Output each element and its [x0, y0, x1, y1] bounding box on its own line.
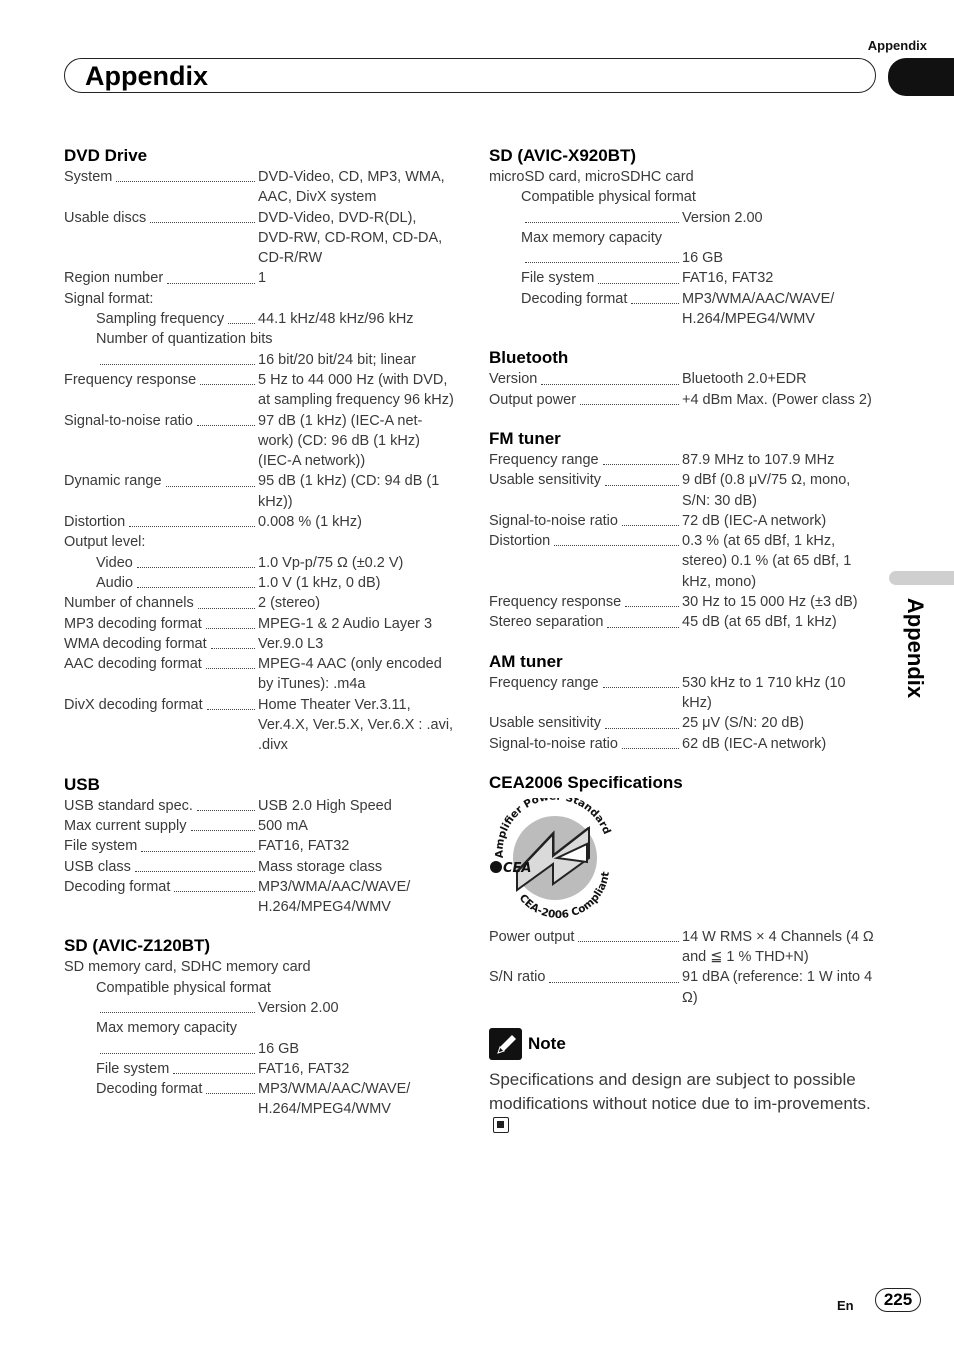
spec-label: [489, 369, 682, 389]
spec-value: 16 bit/20 bit/24 bit; linear: [258, 351, 416, 368]
leader-dots: [191, 830, 256, 831]
spec-label: [64, 877, 258, 897]
spec-value: 2 (stereo): [258, 595, 321, 612]
spec-label: [64, 471, 258, 491]
spec-value: Bluetooth 2.0+EDR: [682, 371, 807, 388]
pencil-note-icon: [489, 1028, 522, 1060]
spec-value: 16 GB: [258, 1040, 300, 1057]
leader-dots: [631, 303, 679, 304]
spec-label: [64, 208, 258, 228]
section-bt: [489, 346, 879, 410]
spec-row: [64, 573, 454, 593]
spec-label: [64, 836, 258, 856]
spec-label: [64, 1079, 258, 1099]
cea2006-compliant-logo: [489, 798, 619, 918]
spec-value: DVD-Video, CD, MP3, WMA, AAC, DivX system: [258, 169, 445, 206]
leader-dots: [622, 748, 679, 749]
spec-label: [489, 390, 682, 410]
spec-row: [64, 1079, 454, 1120]
spec-label-text: Frequency response: [64, 371, 197, 388]
spec-row: [64, 998, 454, 1018]
spec-label: [64, 268, 258, 288]
spec-row: [64, 268, 454, 288]
spec-label-text: AAC decoding format: [64, 656, 202, 673]
spec-label: [64, 167, 258, 187]
spec-value: 62 dB (IEC-A network): [682, 735, 827, 752]
leader-dots: [197, 810, 255, 811]
spec-row: [489, 927, 879, 968]
note-label: Note: [528, 1034, 566, 1054]
spec-row: [489, 531, 879, 592]
spec-value: MP3/WMA/AAC/WAVE/ H.264/MPEG4/WMV: [258, 878, 411, 916]
spec-label-text: Frequency range: [489, 674, 599, 691]
spec-text: Output level:: [64, 534, 146, 551]
spec-value: 0.008 % (1 kHz): [258, 514, 362, 531]
spec-row: [64, 1039, 454, 1059]
right-column: [489, 144, 879, 1139]
spec-value: 1.0 V (1 kHz, 0 dB): [258, 574, 381, 591]
spec-label-text: Decoding format: [521, 290, 628, 307]
leader-dots: [578, 941, 679, 942]
spec-label: [489, 450, 682, 470]
spec-row: [489, 390, 879, 410]
spec-value: MPEG-4 AAC (only encoded by iTunes): .m4a: [258, 656, 442, 693]
spec-label: [64, 857, 258, 877]
spec-label: [64, 796, 258, 816]
leader-dots: [100, 364, 255, 365]
leader-dots: [206, 668, 255, 669]
note-body: [489, 1068, 879, 1139]
spec-label-text: Frequency response: [489, 594, 622, 611]
spec-value: Version 2.00: [258, 999, 339, 1016]
spec-label: [489, 713, 682, 733]
spec-label: [64, 654, 258, 674]
side-section-label: Appendix: [903, 597, 928, 699]
spec-value: 91 dBA (reference: 1 W into 4 Ω): [682, 969, 873, 1006]
footer-language: En: [837, 1298, 854, 1313]
spec-label: [489, 967, 682, 987]
leader-dots: [211, 648, 255, 649]
section-dvd: [64, 144, 454, 756]
spec-label: [489, 268, 682, 288]
section-heading: SD (AVIC-Z120BT): [64, 936, 211, 956]
spec-value: 1.0 Vp-p/75 Ω (±0.2 V): [258, 554, 404, 571]
spec-label-text: Number of channels: [64, 595, 194, 612]
spec-label: [489, 734, 682, 754]
spec-label-text: Output power: [489, 391, 577, 408]
section-sdx: [489, 144, 879, 329]
spec-row: [489, 369, 879, 389]
spec-label-text: Usable discs: [64, 209, 147, 226]
spec-label-text: MP3 decoding format: [64, 615, 202, 632]
spec-row: [64, 634, 454, 654]
spec-label-text: File system: [64, 838, 138, 855]
spec-label-text: Stereo separation: [489, 614, 604, 631]
leader-dots: [603, 687, 679, 688]
spec-label-text: Usable sensitivity: [489, 472, 602, 489]
spec-value: DVD-Video, DVD-R(DL), DVD-RW, CD-ROM, CD-DA, CD-R/RW: [258, 209, 443, 267]
logo-text-top: Amplifier Po Standard: [493, 797, 613, 859]
spec-text: Max memory capacity: [521, 229, 663, 246]
section-fm: [489, 427, 879, 633]
side-tab-marker: [889, 571, 954, 585]
spec-value: USB 2.0 High Speed: [258, 797, 392, 814]
leader-dots: [207, 709, 255, 710]
leader-dots: [173, 1073, 255, 1074]
logo-text-bottom: CEA-2006 Compliant: [516, 870, 612, 918]
spec-row: [489, 592, 879, 612]
note-header: [489, 1028, 879, 1060]
spec-value: 5 Hz to 44 000 Hz (with DVD, at sampling frequency 96 kHz): [258, 371, 454, 409]
spec-label: [64, 553, 258, 573]
spec-row: [489, 289, 879, 330]
section-heading: SD (AVIC-X920BT): [489, 146, 637, 165]
spec-label: [64, 816, 258, 836]
spec-label: [489, 470, 682, 490]
leader-dots: [206, 628, 255, 629]
spec-row: [64, 816, 454, 836]
section-heading: CEA2006 Specifications: [489, 772, 683, 792]
spec-label-text: Frequency range: [489, 451, 599, 468]
leader-dots: [141, 851, 255, 852]
spec-value: FAT16, FAT32: [258, 838, 350, 855]
leader-dots: [228, 323, 255, 324]
spec-value: 87.9 MHz to 107.9 MHz: [682, 451, 835, 468]
spec-label: [489, 592, 682, 612]
spec-value: FAT16, FAT32: [258, 1060, 350, 1077]
spec-value: 44.1 kHz/48 kHz/96 kHz: [258, 311, 414, 328]
section-heading: FM tuner: [489, 428, 561, 448]
spec-label: [489, 289, 682, 309]
spec-row: [64, 836, 454, 856]
spec-label-text: Decoding format: [96, 1081, 203, 1098]
section-heading: USB: [64, 774, 100, 794]
end-of-section-icon: [493, 1117, 509, 1133]
spec-label: [489, 248, 682, 268]
spec-label-text: Audio: [96, 574, 134, 591]
spec-label: [64, 512, 258, 532]
spec-label-text: DivX decoding format: [64, 696, 203, 713]
spec-label-text: Max current supply: [64, 817, 187, 834]
spec-row: [64, 309, 454, 329]
title-bar: [64, 58, 876, 93]
spec-label-text: WMA decoding format: [64, 635, 207, 652]
leader-dots: [605, 728, 679, 729]
spec-value: 530 kHz to 1 710 kHz (10 kHz): [682, 674, 846, 711]
spec-label: [489, 208, 682, 228]
leader-dots: [174, 891, 255, 892]
spec-row: [489, 450, 879, 470]
spec-value: 0.3 % (at 65 dBf, 1 kHz, stereo) 0.1 % (at 65 dBf, 1 kHz, mono): [682, 533, 852, 590]
spec-value: Mass storage class: [258, 858, 383, 875]
leader-dots: [206, 1093, 255, 1094]
spec-row: [64, 1059, 454, 1079]
spec-row: [64, 512, 454, 532]
spec-label-text: Region number: [64, 270, 164, 287]
spec-row: [64, 208, 454, 269]
spec-value: 45 dB (at 65 dBf, 1 kHz): [682, 614, 837, 631]
leader-dots: [549, 982, 679, 983]
spec-label-text: Distortion: [64, 514, 126, 531]
leader-dots: [603, 464, 679, 465]
spec-row: [489, 967, 879, 1008]
leader-dots: [150, 222, 255, 223]
spec-row: [64, 370, 454, 411]
spec-label-text: Signal-to-noise ratio: [489, 735, 618, 752]
spec-label: [64, 1039, 258, 1059]
section-heading: DVD Drive: [64, 146, 148, 165]
leader-dots: [525, 222, 679, 223]
spec-label-text: System: [64, 169, 113, 185]
spec-row: [489, 470, 879, 511]
leader-dots: [198, 608, 255, 609]
logo-brand: CEA: [503, 860, 532, 876]
spec-label: [489, 531, 682, 551]
section-usb: [64, 773, 454, 918]
spec-row: [489, 734, 879, 754]
spec-label-text: Usable sensitivity: [489, 715, 602, 732]
spec-label: [64, 695, 258, 715]
spec-label: [64, 411, 258, 431]
leader-dots: [116, 181, 255, 182]
spec-label: [489, 511, 682, 531]
spec-text: Signal format:: [64, 290, 154, 307]
page-title: Appendix: [85, 61, 209, 91]
spec-label-text: Signal-to-noise ratio: [64, 412, 193, 429]
spec-row: [64, 695, 454, 756]
spec-label-text: Video: [96, 554, 133, 571]
leader-dots: [167, 283, 255, 284]
spec-row: [64, 877, 454, 918]
spec-label: [64, 614, 258, 634]
leader-dots: [100, 1053, 255, 1054]
leader-dots: [541, 384, 679, 385]
spec-label: [64, 370, 258, 390]
spec-row: [489, 612, 879, 632]
spec-row: [64, 857, 454, 877]
spec-text: Compatible physical format: [521, 189, 696, 206]
spec-text: Compatible physical format: [96, 979, 271, 996]
spec-value: 14 W RMS × 4 Channels (4 Ω and ≦ 1 % THD+N): [682, 928, 874, 966]
leader-dots: [135, 871, 255, 872]
spec-row: [64, 471, 454, 512]
section-cea: [489, 771, 879, 1008]
spec-value: FAT16, FAT32: [682, 270, 774, 287]
spec-row: [64, 796, 454, 816]
spec-value: 72 dB (IEC-A network): [682, 512, 827, 529]
spec-label: [64, 350, 258, 370]
section-heading: Bluetooth: [489, 348, 569, 368]
leader-dots: [100, 1012, 255, 1013]
spec-label-text: Sampling frequency: [96, 311, 225, 328]
spec-value: 95 dB (1 kHz) (CD: 94 dB (1 kHz)): [258, 473, 440, 510]
spec-label: [64, 309, 258, 329]
section-sdz: [64, 934, 454, 1119]
spec-label-text: Dynamic range: [64, 473, 162, 490]
spec-label-text: Signal-to-noise ratio: [489, 512, 618, 529]
leader-dots: [598, 283, 679, 284]
leader-dots: [166, 486, 255, 487]
leader-dots: [137, 587, 255, 588]
spec-row: [64, 553, 454, 573]
spec-label-text: File system: [521, 270, 595, 287]
leader-dots: [607, 627, 679, 628]
spec-label: [489, 673, 682, 693]
spec-label: [489, 927, 682, 947]
spec-row: [64, 593, 454, 613]
spec-value: 1: [258, 270, 267, 287]
spec-label: [64, 573, 258, 593]
leader-dots: [554, 545, 679, 546]
spec-value: MP3/WMA/AAC/WAVE/ H.264/MPEG4/WMV: [682, 290, 835, 328]
spec-value: Ver.9.0 L3: [258, 635, 324, 652]
spec-row: [64, 614, 454, 634]
spec-value: Home Theater Ver.3.11, Ver.4.X, Ver.5.X, Ver.6.X : .avi, .divx: [258, 696, 454, 754]
left-column: [64, 144, 454, 1137]
leader-dots: [580, 404, 679, 405]
spec-label-text: Decoding format: [64, 878, 171, 895]
spec-label-text: S/N ratio: [489, 969, 546, 986]
leader-dots: [197, 425, 255, 426]
spec-value: MP3/WMA/AAC/WAVE/ H.264/MPEG4/WMV: [258, 1081, 411, 1118]
leader-dots: [129, 526, 255, 527]
spec-row: [489, 511, 879, 531]
spec-label-text: Version: [489, 371, 538, 388]
leader-dots: [200, 384, 255, 385]
leader-dots: [625, 606, 679, 607]
spec-label-text: Distortion: [489, 533, 551, 550]
spec-value: 500 mA: [258, 817, 308, 834]
spec-label: [489, 612, 682, 632]
spec-label-text: File system: [96, 1060, 170, 1077]
spec-row: [489, 248, 879, 268]
leader-dots: [622, 525, 679, 526]
spec-label: [64, 593, 258, 613]
spec-row: [64, 167, 454, 208]
spec-value: 16 GB: [682, 250, 724, 267]
spec-value: 25 μV (S/N: 20 dB): [682, 715, 804, 732]
spec-value: 9 dBf (0.8 μV/75 Ω, mono, S/N: 30 dB): [682, 472, 851, 509]
spec-label: [64, 1059, 258, 1079]
spec-label: [64, 998, 258, 1018]
spec-label-text: Power output: [489, 928, 575, 945]
spec-row: [489, 673, 879, 714]
leader-dots: [525, 262, 679, 263]
note-text: Specifications and design are subject to possible modifications without notice due to im-provements.: [489, 1070, 871, 1113]
leader-dots: [137, 567, 255, 568]
spec-value: Version 2.00: [682, 209, 763, 226]
spec-row: [64, 654, 454, 695]
spec-value: +4 dBm Max. (Power class 2): [682, 391, 872, 408]
spec-value: 30 Hz to 15 000 Hz (±3 dB): [682, 594, 858, 611]
page-number: 225: [875, 1288, 921, 1312]
spec-text: Number of quantization bits: [96, 331, 273, 348]
spec-row: [489, 713, 879, 733]
section-heading: AM tuner: [489, 651, 563, 671]
spec-row: [64, 350, 454, 370]
spec-value: MPEG-1 & 2 Audio Layer 3: [258, 615, 433, 632]
spec-row: [64, 411, 454, 472]
section-am: [489, 650, 879, 754]
spec-label-text: USB class: [64, 858, 131, 875]
spec-row: [489, 268, 879, 288]
spec-text: Max memory capacity: [96, 1020, 238, 1037]
leader-dots: [605, 485, 679, 486]
spec-text: microSD card, microSDHC card: [489, 169, 694, 185]
spec-label: [64, 634, 258, 654]
spec-value: 97 dB (1 kHz) (IEC-A net-work) (CD: 96 dB (1 kHz) (IEC-A network)): [258, 412, 423, 470]
title-tab-marker: [888, 58, 954, 96]
spec-row: [489, 208, 879, 228]
spec-label-text: USB standard spec.: [64, 797, 193, 814]
header-section-label: Appendix: [867, 38, 927, 53]
spec-text: SD memory card, SDHC memory card: [64, 959, 311, 976]
